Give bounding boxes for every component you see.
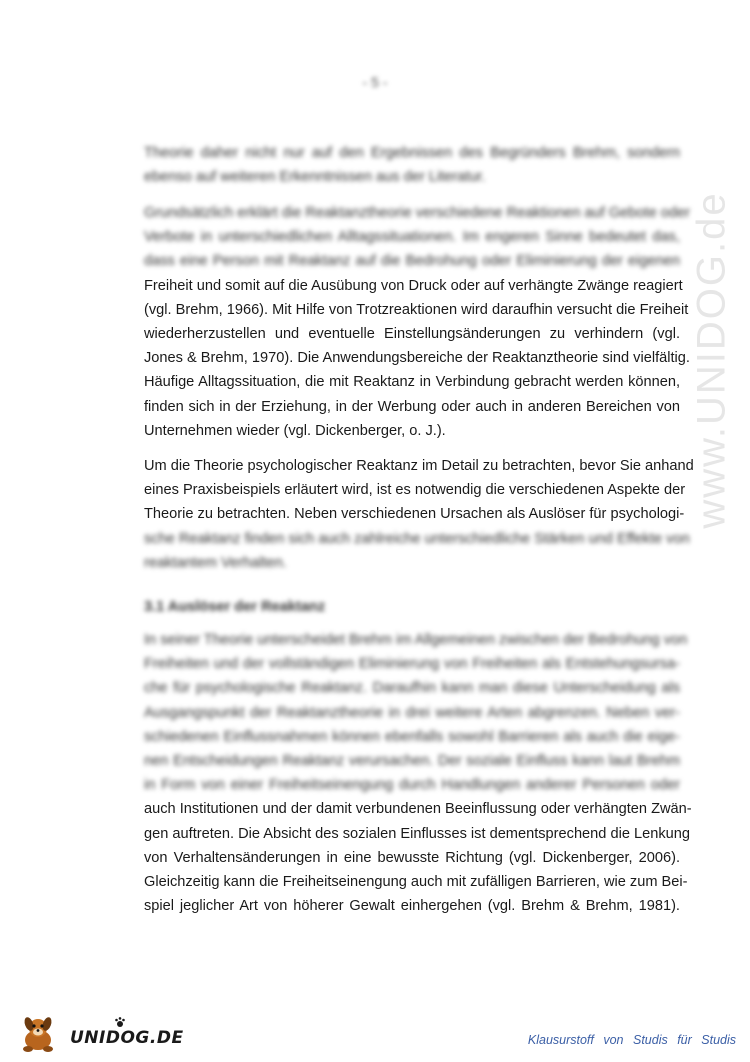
text-line: 3.1 Auslöser der Reaktanz (144, 599, 326, 615)
text-line: Freiheit und somit auf die Ausübung von Druck oder auf verhängte Zwänge reagiert (144, 277, 683, 294)
text-line: von Verhaltensänderungen in eine bewusste Richtung (vgl. Dickenberger, 2006). (144, 849, 680, 866)
text-line: Unternehmen wieder (vgl. Dickenberger, o. J.). (144, 422, 446, 439)
text-line: In seiner Theorie unterscheidet Brehm im Allgemeinen zwischen der Bedrohung von (144, 632, 688, 648)
text-line: finden sich in der Erziehung, in der Werbung oder auch in anderen Bereichen von (144, 398, 680, 415)
watermark: www.UNIDOG.de (689, 191, 734, 529)
text-line: (vgl. Brehm, 1966). Mit Hilfe von Trotzreaktionen wird daraufhin versucht die Freiheit (144, 301, 689, 318)
text-line: gen auftreten. Die Absicht des sozialen Einflusses ist dementsprechend die Lenkung (144, 825, 690, 842)
paw-icon (114, 1016, 126, 1028)
text-line: Gleichzeitig kann die Freiheitseinengung auch mit zufälligen Barrieren, wie zum Bei- (144, 873, 688, 890)
text-line: Häufige Alltagssituation, die mit Reaktanz in Verbindung gebracht werden können, (144, 374, 680, 391)
text-line: in Form von einer Freiheitseinengung durch Handlungen anderer Personen oder (144, 777, 680, 794)
logo-text: UNIDOG.DE (70, 1028, 184, 1048)
text-line: sche Reaktanz finden sich auch zahlreiche unterschiedliche Stärken und Effekte von (144, 530, 690, 547)
unidog-logo[interactable] (18, 1014, 184, 1054)
text-line: Theorie zu betrachten. Neben verschiedenen Ursachen als Auslöser für psychologi- (144, 506, 685, 523)
text-line: Theorie daher nicht nur auf den Ergebnissen des Begründers Brehm, sondern (144, 145, 680, 161)
text-line: Verbote in unterschiedlichen Alltagssituationen. Im engeren Sinne bedeutet das, (144, 229, 680, 246)
text-line: reaktantem Verhalten. (144, 554, 287, 571)
text-line: nen Entscheidungen Reaktanz verursachen. Der soziale Einfluss kann laut Brehm (144, 752, 680, 769)
text-line: Freiheiten und der vollständigen Eliminierung von Freiheiten als Entstehungsursa- (144, 656, 680, 673)
text-line: Ausgangspunkt der Reaktanztheorie in drei weitere Arten abgrenzen. Neben ver- (144, 704, 680, 721)
text-line: wiederherzustellen und eventuelle Einstellungsänderungen zu verhindern (vgl. (144, 325, 680, 342)
text-line: dass eine Person mit Reaktanz auf die Bedrohung oder Eliminierung der eigenen (144, 253, 680, 270)
text-line: Jones & Brehm, 1970). Die Anwendungsbereiche der Reaktanztheorie sind vielfältig. (144, 350, 690, 367)
text-line: Um die Theorie psychologischer Reaktanz im Detail zu betrachten, bevor Sie anhand (144, 458, 694, 474)
dog-mascot-icon (18, 1014, 62, 1054)
text-line: Grundsätzlich erklärt die Reaktanztheorie verschiedene Reaktionen auf Gebote oder (144, 205, 690, 221)
text-line: auch Institutionen und der damit verbundenen Beeinflussung oder verhängten Zwän- (144, 801, 692, 818)
paragraph (144, 454, 694, 575)
text-line: ebenso auf weiteren Erkenntnissen aus der Literatur. (144, 169, 486, 186)
text-line: schiedenen Einflussnahmen können ebenfalls sowohl Barrieren als auch die eige- (144, 728, 680, 745)
page-number: - 5 - (362, 74, 388, 90)
text-line: spiel jeglicher Art von höherer Gewalt einhergehen (vgl. Brehm & Brehm, 1981). (144, 898, 680, 915)
text-line: che für psychologische Reaktanz. Daraufhin kann man diese Unterscheidung als (144, 680, 680, 697)
text-line: eines Praxisbeispiels erläutert wird, ist es notwendig die verschiedenen Aspekte der (144, 482, 686, 499)
section-heading (144, 595, 680, 619)
footer-tagline: Klausurstoff von Studis für Studis (527, 1033, 736, 1047)
paragraph (144, 628, 692, 918)
paragraph (144, 141, 680, 189)
paragraph (144, 201, 690, 443)
